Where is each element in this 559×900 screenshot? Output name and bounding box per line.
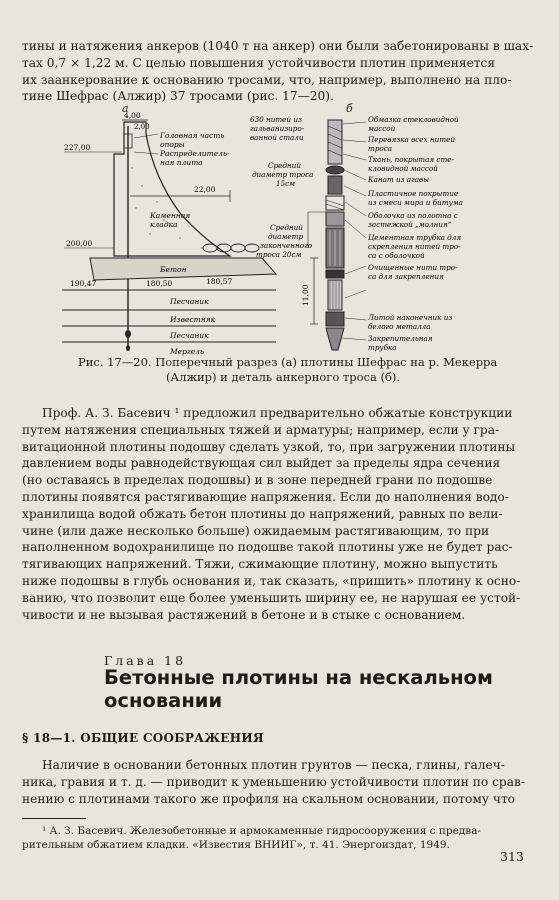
cable-part-label: Пластичное покрытие (368, 189, 459, 198)
elevation-label: 190,47 (70, 279, 97, 288)
cable-label: Средний (268, 161, 301, 170)
cable-part-label: скрепления нитей тро- (368, 242, 461, 251)
footnote-line: рительным обжатием кладки. «Известия ВНИИГ», т. 41. Энергоиздат, 1949. (22, 839, 450, 851)
elevation-label: 180,50 (146, 279, 173, 288)
label-distribution: Распределитель- (160, 149, 230, 158)
text-line: витационной плотины подошву сделать узкой, то, при загружении плотины (22, 439, 516, 454)
cable-part-label: белого металла (368, 322, 431, 331)
cable-part-label: трубка (368, 343, 397, 352)
text-line: ванию, что позволит еще более уменьшить ширину ее, не нарушая ее устой- (22, 590, 521, 605)
text-line: чивости и не вызывая растяжений в бетоне и в стыке с основанием. (22, 607, 466, 622)
text-line: тине Шефрас (Алжир) 37 тросами (рис. 17—20). (22, 89, 334, 104)
text-line: ниже подошвы в глубь основания и, так сказать, «пришить» плотину к осно- (22, 573, 521, 588)
text-line: давлением воды равнодействующая сил выйдет за пределы ядра сечения (22, 456, 501, 471)
figure-17-20 (62, 98, 506, 356)
dim-label: 22,00 (194, 185, 216, 194)
cable-part-label: Ткань, покрытая сте- (368, 155, 454, 164)
text-line: тягивающих напряжений. Тяжи, сжимающие плотину, можно выпустить (22, 557, 498, 572)
text-line: их заанкерование к основанию тросами, что, например, выполнено на пло- (22, 72, 512, 87)
panel-label-b: б (346, 102, 353, 115)
label-masonry-2: кладка (150, 220, 178, 229)
label-masonry: Каменная (150, 211, 191, 220)
cable-label: диаметр троса (252, 170, 314, 179)
cable-label: 15см (276, 179, 296, 188)
text-line: тах 0,7 × 1,22 м. С целью повышения устойчивости плотин применяется (22, 55, 496, 70)
cable-part-label: троса (368, 144, 393, 153)
cable-part-label: Закрепительная (368, 334, 433, 343)
stratum-limestone: Известняк (170, 315, 216, 324)
text-line: путем натяжения специальных тяжей и арматуры; например, если у гра- (22, 422, 500, 437)
cable-part-label: са с оболочкой (368, 251, 425, 260)
stratum-marl: Мергель (170, 347, 205, 356)
label-concrete: Бетон (160, 265, 187, 274)
page-number: 313 (500, 849, 524, 864)
dam-cross-section (62, 111, 276, 356)
section-paragraph (22, 757, 530, 807)
cable-part-label: Обмазка стекловидной (368, 115, 459, 124)
caption-line: Рис. 17—20. Поперечный разрез (а) плотины Шефрас на р. Мекерра (78, 355, 498, 369)
cable-part-label: из смеси мира и битума (368, 198, 463, 207)
caption-line: (Алжир) и деталь анкерного троса (б). (165, 370, 401, 384)
figure-caption (78, 355, 498, 385)
section-heading: § 18—1. ОБЩИЕ СООБРАЖЕНИЯ (22, 731, 264, 745)
cable-part-label: Литой наконечник из (368, 313, 453, 322)
stratum-sandstone-2: Песчаник (170, 331, 209, 340)
chapter-label: Глава 18 (104, 653, 187, 668)
cable-part-label: Очищенные нити тро- (368, 263, 458, 272)
text-line: чине (или даже несколько больше) ожидаемым растягивающим, то при (22, 523, 490, 538)
panel-label-a: а (122, 102, 129, 115)
elevation-label: 200,00 (66, 239, 93, 248)
cable-label: гальванизиро- (250, 124, 305, 133)
text-line: хранилища водой обжать бетон плотины до напряжений, равных по вели- (22, 506, 503, 521)
footnote-line: ¹ А. З. Басевич. Железобетонные и армокаменные гидросооружения с предва- (42, 825, 482, 837)
chapter-title (104, 666, 504, 712)
cable-label: 630 нитей из (250, 115, 302, 124)
cable-part-label: са для закрепления (368, 272, 444, 281)
cable-label: троса 20см (256, 250, 302, 259)
cable-part-label: Канат из агавы (368, 175, 430, 184)
cable-label: Средний (270, 223, 303, 232)
label-plate: ная плита (160, 158, 203, 167)
chapter-title-line: основании (104, 689, 223, 712)
label-head: Головная часть (160, 131, 225, 140)
cable-label: диаметр (268, 232, 304, 241)
text-line: (но оставаясь в пределах подошвы) и в зоне передней грани по подошве (22, 473, 493, 488)
text-line: тины и натяжения анкеров (1040 т на анкер) они были забетонированы в шах- (22, 39, 534, 53)
elevation-label: 227,00 (64, 143, 91, 152)
text-line: нению с плотинами такого же профиля на скальном основании, потому что (22, 791, 516, 806)
cable-part-label: массой (368, 124, 396, 133)
cable-part-label: застежкой „молния“ (368, 220, 452, 229)
cable-part-label: Цементная трубка для (368, 233, 462, 242)
chapter-title-line: Бетонные плотины на нескальном (104, 666, 493, 689)
dim-label: 4,00 (124, 111, 141, 120)
text-line: Проф. А. З. Басевич ¹ предложил предварительно обжатые конструкции (42, 406, 513, 420)
text-line: наполненном водохранилище по подошве такой плотины уже не будет рас- (22, 540, 513, 555)
text-line: плотины появятся растягивающие напряжения. Если до наполнения водо- (22, 489, 509, 504)
cable-label: законченного (260, 241, 313, 250)
cable-part-label: кловидной массой (368, 164, 438, 173)
footnote-divider (22, 818, 86, 819)
cable-part-label: Перевязка всех нитей (368, 135, 455, 144)
stratum-sandstone: Песчаник (170, 297, 209, 306)
footnote (22, 824, 530, 852)
cable-part-label: Оболочка из полотна с (368, 211, 458, 220)
main-paragraph (22, 405, 530, 623)
text-line: Наличие в основании бетонных плотин грунтов — песка, глины, галеч- (42, 758, 505, 772)
text-line: ника, гравия и т. д. — приводит к уменьшению устойчивости плотин по срав- (22, 774, 525, 789)
dam-section-and-anchor-cable-drawing (62, 98, 506, 356)
cable-label: ванной стали (250, 133, 304, 142)
elevation-label: 180,57 (206, 277, 233, 286)
cable-dim-label: 11,00 (301, 284, 310, 306)
dim-label: 2,00 (134, 123, 150, 131)
top-paragraph (22, 38, 534, 105)
anchor-cable-detail (250, 115, 463, 352)
label-support: опоры (160, 140, 185, 149)
